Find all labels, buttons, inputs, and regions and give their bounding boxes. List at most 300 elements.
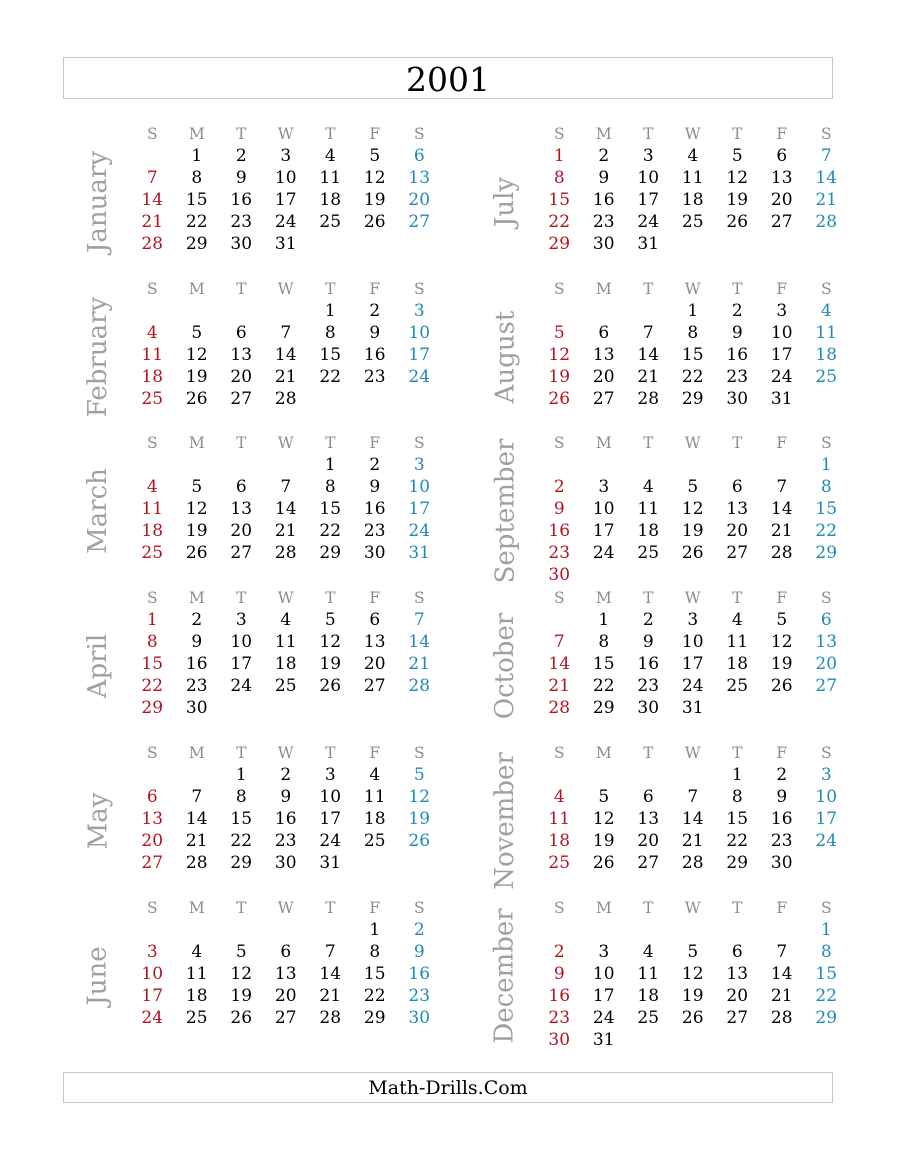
day-cell: 17 [815,809,838,829]
day-cell: 17 [592,521,615,541]
weekday-header: F [776,280,788,298]
day-cell: 15 [319,499,342,519]
day-cell: 4 [369,765,381,785]
day-cell: 10 [770,323,793,343]
week-row [537,697,849,719]
weekday-header: S [413,589,425,607]
day-cell: 7 [324,942,336,962]
day-cell: 24 [592,1008,615,1028]
day-cell: 21 [815,190,838,210]
day-cell: 23 [408,986,431,1006]
day-cell: 24 [815,831,838,851]
day-cell: 24 [408,367,431,387]
day-cell: 26 [770,676,793,696]
week-row [130,963,442,985]
footer-site-name: Math-Drills.Com [63,1072,833,1103]
day-cell: 12 [592,809,615,829]
day-cell: 1 [731,765,743,785]
day-cell: 14 [185,809,208,829]
day-cell: 16 [363,499,386,519]
empty-cell [626,300,671,322]
empty-cell [671,764,716,786]
month-name: December [490,908,521,1044]
day-cell: 8 [598,632,610,652]
day-cell: 7 [146,168,158,188]
day-cell: 11 [141,345,164,365]
day-cell: 31 [274,234,297,254]
day-cell: 24 [274,212,297,232]
week-row [537,564,849,586]
day-cell: 26 [726,212,749,232]
day-cell: 13 [408,168,431,188]
weekday-header: M [188,434,205,452]
day-cell: 1 [146,610,158,630]
week-row [130,609,442,631]
day-cell: 31 [681,698,704,718]
month-grid [130,587,442,719]
day-cell: 18 [141,521,164,541]
day-cell: 23 [185,676,208,696]
weekday-header: T [732,434,743,452]
month-december [485,897,865,1067]
day-cell: 25 [681,212,704,232]
day-cell: 19 [408,809,431,829]
day-cell: 9 [598,168,610,188]
day-cell: 3 [776,301,788,321]
month-name: July [490,176,521,228]
empty-cell [537,300,582,322]
week-row [537,189,849,211]
day-cell: 3 [687,610,699,630]
day-cell: 25 [548,853,571,873]
day-cell: 23 [726,367,749,387]
weekday-header: T [732,589,743,607]
day-cell: 13 [274,964,297,984]
month-name: May [83,792,113,850]
day-cell: 17 [274,190,297,210]
day-cell: 6 [235,323,247,343]
day-cell: 31 [592,1030,615,1050]
day-cell: 25 [185,1008,208,1028]
day-cell: 25 [319,212,342,232]
day-cell: 14 [141,190,164,210]
day-cell: 15 [141,654,164,674]
day-cell: 23 [274,831,297,851]
day-cell: 5 [235,942,247,962]
month-april [78,587,458,757]
day-cell: 21 [548,676,571,696]
day-cell: 12 [363,168,386,188]
day-cell: 1 [324,455,336,475]
day-cell: 8 [235,787,247,807]
day-cell: 18 [274,654,297,674]
weekday-header: M [595,434,612,452]
day-cell: 2 [191,610,203,630]
day-cell: 22 [319,367,342,387]
day-cell: 19 [726,190,749,210]
day-cell: 14 [637,345,660,365]
day-cell: 20 [637,831,660,851]
day-cell: 22 [726,831,749,851]
day-cell: 17 [230,654,253,674]
empty-cell [582,919,627,941]
week-row [537,830,849,852]
day-cell: 21 [274,521,297,541]
day-cell: 13 [637,809,660,829]
day-cell: 25 [141,389,164,409]
weekday-header: M [595,125,612,143]
day-cell: 19 [681,986,704,1006]
day-cell: 21 [274,367,297,387]
day-cell: 27 [815,676,838,696]
day-cell: 3 [820,765,832,785]
month-july [485,123,865,293]
month-august [485,278,865,448]
day-cell: 18 [319,190,342,210]
day-cell: 20 [815,654,838,674]
day-cell: 17 [770,345,793,365]
day-cell: 5 [324,610,336,630]
weekday-header: S [413,434,425,452]
month-name: October [490,612,520,720]
day-cell: 5 [776,610,788,630]
weekday-header: S [820,125,832,143]
day-cell: 30 [770,853,793,873]
week-row [130,233,442,255]
weekday-header: S [553,744,565,762]
empty-cell [537,919,582,941]
day-cell: 1 [687,301,699,321]
day-cell: 23 [363,521,386,541]
day-cell: 13 [815,632,838,652]
weekday-header: M [188,280,205,298]
day-cell: 13 [230,499,253,519]
day-cell: 9 [776,787,788,807]
day-cell: 28 [408,676,431,696]
weekday-header: T [643,125,654,143]
day-cell: 28 [274,543,297,563]
day-cell: 30 [363,543,386,563]
week-row [537,322,849,344]
empty-cell [264,300,309,322]
day-cell: 30 [637,698,660,718]
weekday-header: W [684,280,701,298]
week-row [130,985,442,1007]
empty-cell [760,454,805,476]
day-cell: 25 [363,831,386,851]
day-cell: 30 [592,234,615,254]
day-cell: 16 [726,345,749,365]
week-row [130,167,442,189]
weekday-header: M [595,744,612,762]
day-cell: 12 [681,964,704,984]
day-cell: 30 [274,853,297,873]
week-row [537,653,849,675]
month-name: September [490,438,521,584]
day-cell: 16 [637,654,660,674]
day-cell: 8 [687,323,699,343]
day-cell: 7 [820,146,832,166]
empty-cell [264,454,309,476]
weekday-header: W [684,899,701,917]
week-row [130,764,442,786]
week-row [130,542,442,564]
day-cell: 14 [274,345,297,365]
month-march [78,432,458,602]
weekday-header: S [146,899,158,917]
day-cell: 28 [548,698,571,718]
day-cell: 10 [592,964,615,984]
weekday-header: W [277,125,294,143]
day-cell: 21 [319,986,342,1006]
week-row [537,675,849,697]
day-cell: 26 [363,212,386,232]
day-cell: 27 [637,853,660,873]
week-row [130,653,442,675]
day-cell: 28 [770,543,793,563]
day-cell: 25 [637,1008,660,1028]
week-row [537,786,849,808]
week-row [130,498,442,520]
day-cell: 16 [274,809,297,829]
weekday-header: W [684,434,701,452]
month-name: November [490,752,520,890]
month-june [78,897,458,1067]
empty-cell [582,300,627,322]
day-cell: 29 [726,853,749,873]
day-cell: 6 [731,942,743,962]
day-cell: 4 [146,323,158,343]
weekday-header: F [369,125,381,143]
day-cell: 21 [681,831,704,851]
day-cell: 7 [553,632,565,652]
month-grid [130,742,442,874]
day-cell: 7 [687,787,699,807]
weekday-header: T [643,744,654,762]
day-cell: 4 [324,146,336,166]
week-row [537,1029,849,1051]
day-cell: 19 [548,367,571,387]
day-cell: 26 [408,831,431,851]
day-cell: 31 [637,234,660,254]
weekday-header: S [820,899,832,917]
weekday-header: F [369,434,381,452]
day-cell: 13 [363,632,386,652]
month-name: March [83,468,114,554]
week-row [537,609,849,631]
weekday-header: M [188,125,205,143]
weekday-header: T [236,744,247,762]
week-row [130,211,442,233]
day-cell: 8 [324,477,336,497]
week-row [130,631,442,653]
day-cell: 5 [369,146,381,166]
day-cell: 18 [363,809,386,829]
weekday-header: M [188,899,205,917]
weekday-header: M [188,589,205,607]
day-cell: 6 [369,610,381,630]
empty-cell [219,454,264,476]
day-cell: 6 [776,146,788,166]
day-cell: 3 [598,942,610,962]
day-cell: 4 [642,477,654,497]
week-row [130,808,442,830]
day-cell: 26 [681,543,704,563]
day-cell: 18 [637,986,660,1006]
day-cell: 1 [820,455,832,475]
weekday-header: T [325,434,336,452]
day-cell: 11 [548,809,571,829]
day-cell: 15 [681,345,704,365]
weekday-header: S [413,280,425,298]
empty-cell [582,764,627,786]
day-cell: 5 [731,146,743,166]
day-cell: 20 [770,190,793,210]
day-cell: 8 [191,168,203,188]
week-row [537,941,849,963]
day-cell: 20 [408,190,431,210]
day-cell: 11 [681,168,704,188]
month-grid [130,432,442,564]
day-cell: 27 [230,543,253,563]
week-row [130,322,442,344]
week-row [130,919,442,941]
day-cell: 5 [687,942,699,962]
day-cell: 27 [141,853,164,873]
day-cell: 8 [369,942,381,962]
week-row [537,233,849,255]
month-name: June [83,946,113,1006]
day-cell: 2 [413,920,425,940]
month-grid [130,123,442,255]
day-cell: 19 [230,986,253,1006]
day-cell: 10 [274,168,297,188]
day-cell: 5 [413,765,425,785]
day-cell: 20 [274,986,297,1006]
day-cell: 29 [185,234,208,254]
day-cell: 4 [553,787,565,807]
day-cell: 9 [369,477,381,497]
day-cell: 13 [726,499,749,519]
weekday-header: W [684,744,701,762]
day-cell: 13 [726,964,749,984]
day-cell: 29 [592,698,615,718]
day-cell: 16 [548,521,571,541]
weekday-header: T [236,125,247,143]
day-cell: 8 [731,787,743,807]
day-cell: 22 [319,521,342,541]
day-cell: 21 [185,831,208,851]
weekday-header: S [820,434,832,452]
week-row [130,1007,442,1029]
day-cell: 12 [726,168,749,188]
day-cell: 9 [369,323,381,343]
day-cell: 30 [548,565,571,585]
day-cell: 21 [408,654,431,674]
day-cell: 7 [280,477,292,497]
day-cell: 14 [770,964,793,984]
day-cell: 12 [185,499,208,519]
empty-cell [175,454,220,476]
day-cell: 15 [363,964,386,984]
day-cell: 4 [731,610,743,630]
weekday-header: W [277,899,294,917]
day-cell: 21 [770,986,793,1006]
week-row [537,764,849,786]
day-cell: 4 [687,146,699,166]
day-cell: 30 [408,1008,431,1028]
week-row [537,985,849,1007]
day-cell: 12 [770,632,793,652]
day-cell: 24 [319,831,342,851]
day-cell: 12 [681,499,704,519]
weekday-header: F [776,434,788,452]
day-cell: 4 [820,301,832,321]
day-cell: 30 [230,234,253,254]
week-row [130,697,442,719]
day-cell: 16 [363,345,386,365]
day-cell: 14 [274,499,297,519]
weekday-header: F [369,280,381,298]
day-cell: 24 [770,367,793,387]
day-cell: 19 [363,190,386,210]
month-february [78,278,458,448]
empty-cell [626,454,671,476]
day-cell: 26 [185,543,208,563]
day-cell: 5 [687,477,699,497]
week-row [537,211,849,233]
day-cell: 13 [770,168,793,188]
day-cell: 23 [230,212,253,232]
day-cell: 2 [369,301,381,321]
weekday-header: S [553,434,565,452]
day-cell: 10 [319,787,342,807]
day-cell: 9 [553,499,565,519]
day-cell: 25 [815,367,838,387]
day-cell: 6 [413,146,425,166]
day-cell: 22 [815,521,838,541]
day-cell: 6 [731,477,743,497]
empty-cell [175,919,220,941]
day-cell: 9 [642,632,654,652]
day-cell: 5 [191,477,203,497]
day-cell: 22 [815,986,838,1006]
day-cell: 10 [408,323,431,343]
day-cell: 14 [815,168,838,188]
day-cell: 23 [548,543,571,563]
week-row [537,167,849,189]
day-cell: 24 [230,676,253,696]
day-cell: 8 [820,942,832,962]
day-cell: 12 [230,964,253,984]
week-row [537,454,849,476]
day-cell: 7 [191,787,203,807]
month-october [485,587,865,757]
week-row [537,388,849,410]
day-cell: 2 [598,146,610,166]
day-cell: 2 [369,455,381,475]
weekday-header: T [236,589,247,607]
weekday-header: S [146,280,158,298]
weekday-header: F [369,899,381,917]
week-row [537,498,849,520]
day-cell: 6 [235,477,247,497]
empty-cell [626,919,671,941]
day-cell: 24 [681,676,704,696]
weekday-header: T [643,280,654,298]
day-cell: 6 [146,787,158,807]
day-cell: 26 [185,389,208,409]
